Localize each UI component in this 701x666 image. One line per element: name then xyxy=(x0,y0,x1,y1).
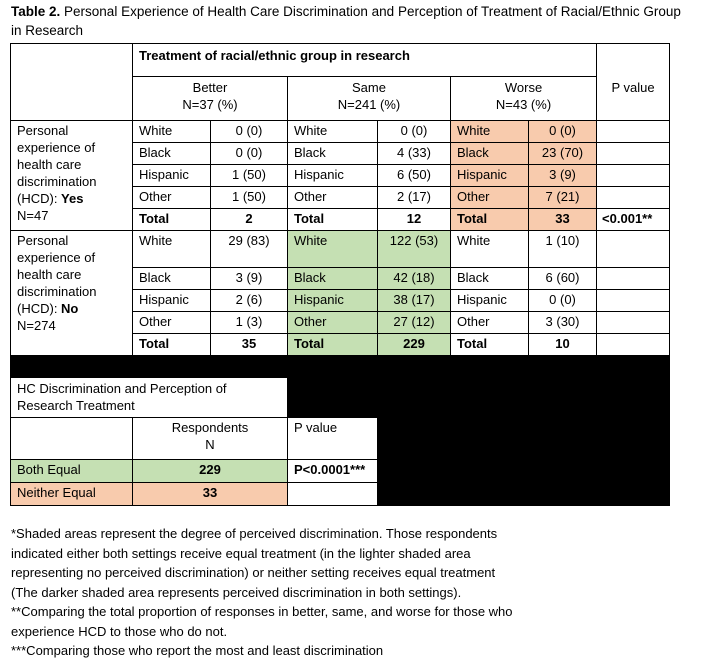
category-cell: White xyxy=(133,231,211,268)
category-cell-shaded: White xyxy=(288,231,378,268)
caption-label: Table 2. xyxy=(11,4,61,19)
category-cell: Black xyxy=(133,268,211,290)
subtable-respondents-header: Respondents N xyxy=(133,418,288,460)
pvalue-header-top xyxy=(597,44,670,77)
value-cell: 0 (0) xyxy=(378,121,451,143)
total-value: 2 xyxy=(211,209,288,231)
category-cell: Hispanic xyxy=(133,290,211,312)
pvalue-cell xyxy=(597,231,670,268)
total-value: 35 xyxy=(211,334,288,356)
top-header: Treatment of racial/ethnic group in research xyxy=(133,44,597,77)
pvalue-cell xyxy=(597,334,670,356)
both-equal-label: Both Equal xyxy=(11,460,133,483)
col-header-worse: Worse N=43 (%) xyxy=(451,77,597,121)
category-cell: Other xyxy=(133,312,211,334)
total-label-shaded: Total xyxy=(451,209,529,231)
subtable-title: HC Discrimination and Perception of Research Treatment xyxy=(11,378,288,418)
value-cell-shaded: 23 (70) xyxy=(529,143,597,165)
footnote-line: *Shaded areas represent the degree of perceived discrimination. Those respondents xyxy=(11,526,498,541)
value-cell: 29 (83) xyxy=(211,231,288,268)
black-block xyxy=(378,418,670,460)
neither-equal-value: 33 xyxy=(133,483,288,506)
category-cell: Hispanic xyxy=(451,290,529,312)
black-block xyxy=(378,483,670,506)
corner-cell-lower xyxy=(11,77,133,121)
black-separator-bar xyxy=(11,356,670,378)
category-cell-shaded: Other xyxy=(451,187,529,209)
col-header-better: Better N=37 (%) xyxy=(133,77,288,121)
category-cell: Other xyxy=(288,187,378,209)
category-cell-shaded: Hispanic xyxy=(451,165,529,187)
footnote-line: (The darker shaded area represents perceived discrimination in both settings). xyxy=(11,584,462,600)
both-equal-value: 229 xyxy=(133,460,288,483)
value-cell: 1 (50) xyxy=(211,187,288,209)
total-label: Total xyxy=(133,334,211,356)
value-cell: 3 (30) xyxy=(529,312,597,334)
category-cell: Black xyxy=(288,143,378,165)
value-cell-shaded: 27 (12) xyxy=(378,312,451,334)
category-cell: White xyxy=(288,121,378,143)
value-cell: 6 (50) xyxy=(378,165,451,187)
pvalue-cell xyxy=(597,187,670,209)
black-block xyxy=(288,378,670,418)
footnote-line: ***Comparing those who report the most and least discrimination xyxy=(11,643,384,658)
category-cell: White xyxy=(133,121,211,143)
subtable-pvalue-result: P<0.0001*** xyxy=(288,460,378,483)
group-label-no: Personal experience of health care discrimination (HCD): No N=274 xyxy=(11,231,133,356)
category-cell-shaded: Black xyxy=(288,268,378,290)
category-cell-shaded: Hispanic xyxy=(288,290,378,312)
total-label: Total xyxy=(133,209,211,231)
category-cell-shaded: Other xyxy=(288,312,378,334)
neither-equal-label: Neither Equal xyxy=(11,483,133,506)
total-value: 12 xyxy=(378,209,451,231)
total-label: Total xyxy=(451,334,529,356)
black-block xyxy=(378,460,670,483)
pvalue-cell xyxy=(597,143,670,165)
value-cell-shaded: 42 (18) xyxy=(378,268,451,290)
category-cell-shaded: Black xyxy=(451,143,529,165)
col-header-same: Same N=241 (%) xyxy=(288,77,451,121)
category-cell: Other xyxy=(133,187,211,209)
total-value-shaded: 229 xyxy=(378,334,451,356)
pvalue-cell xyxy=(597,165,670,187)
col-header-pvalue: P value xyxy=(597,77,670,121)
pvalue-cell xyxy=(597,121,670,143)
footnote-line: indicated either both settings receive equal treatment (in the lighter shaded area xyxy=(11,545,471,561)
subtable-pvalue-empty xyxy=(288,483,378,506)
caption-text: Personal Experience of Health Care Discrimination and Perception of Treatment of Racial/Ethnic Group in Research xyxy=(11,4,681,38)
footnote-line: **Comparing the total proportion of responses in better, same, and worse for those who xyxy=(11,604,513,619)
subtable-pvalue-header: P value xyxy=(288,418,378,460)
value-cell: 2 (6) xyxy=(211,290,288,312)
value-cell: 6 (60) xyxy=(529,268,597,290)
category-cell: Hispanic xyxy=(288,165,378,187)
footnote-line: representing no perceived discrimination) or neither setting receives equal treatment xyxy=(11,565,496,580)
category-cell: Hispanic xyxy=(133,165,211,187)
total-value: 10 xyxy=(529,334,597,356)
pvalue-result: <0.001** xyxy=(597,209,670,231)
value-cell: 1 (50) xyxy=(211,165,288,187)
value-cell: 1 (10) xyxy=(529,231,597,268)
value-cell: 1 (3) xyxy=(211,312,288,334)
pvalue-cell xyxy=(597,290,670,312)
total-value-shaded: 33 xyxy=(529,209,597,231)
value-cell: 0 (0) xyxy=(529,290,597,312)
total-label-shaded: Total xyxy=(288,334,378,356)
value-cell: 2 (17) xyxy=(378,187,451,209)
subtable-empty-cell xyxy=(11,418,133,460)
category-cell: White xyxy=(451,231,529,268)
pvalue-cell xyxy=(597,312,670,334)
footnote-line: experience HCD to those who do not. xyxy=(11,623,228,639)
category-cell: Black xyxy=(133,143,211,165)
category-cell-shaded: White xyxy=(451,121,529,143)
value-cell-shaded: 122 (53) xyxy=(378,231,451,268)
total-label: Total xyxy=(288,209,378,231)
value-cell-shaded: 38 (17) xyxy=(378,290,451,312)
results-table xyxy=(10,43,670,506)
corner-cell xyxy=(11,44,133,77)
category-cell: Other xyxy=(451,312,529,334)
group-label-yes: Personal experience of health care discrimination (HCD): Yes N=47 xyxy=(11,121,133,231)
value-cell-shaded: 7 (21) xyxy=(529,187,597,209)
table-caption xyxy=(11,2,691,40)
value-cell-shaded: 3 (9) xyxy=(529,165,597,187)
footnotes xyxy=(11,524,691,661)
value-cell: 4 (33) xyxy=(378,143,451,165)
pvalue-cell xyxy=(597,268,670,290)
value-cell: 0 (0) xyxy=(211,143,288,165)
value-cell-shaded: 0 (0) xyxy=(529,121,597,143)
value-cell: 0 (0) xyxy=(211,121,288,143)
category-cell: Black xyxy=(451,268,529,290)
value-cell: 3 (9) xyxy=(211,268,288,290)
